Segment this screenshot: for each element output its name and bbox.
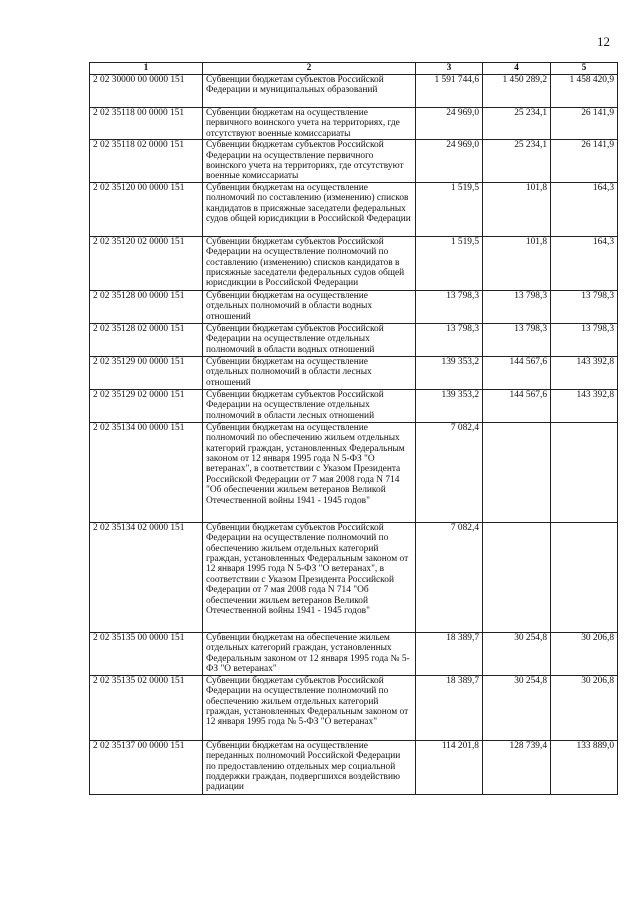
value-col-3: 13 798,3 [416, 323, 483, 356]
value-col-5: 30 206,8 [551, 632, 618, 675]
budget-item-name: Субвенции бюджетам на осуществление первичного воинского учета на территориях, где отсутствуют военные комиссариаты [203, 108, 416, 140]
value-col-5: 30 206,8 [551, 675, 618, 740]
table-row [90, 182, 618, 236]
table-row [90, 632, 618, 675]
value-col-3: 139 353,2 [416, 389, 483, 422]
value-col-5: 1 458 420,9 [551, 75, 618, 108]
table-row [90, 323, 618, 356]
value-col-3: 24 969,0 [416, 108, 483, 140]
budget-code: 2 02 30000 00 0000 151 [90, 75, 203, 108]
budget-code: 2 02 35134 00 0000 151 [90, 422, 203, 522]
table-row [90, 740, 618, 794]
value-col-5: 133 889,0 [551, 740, 618, 794]
value-col-4: 13 798,3 [483, 323, 551, 356]
budget-item-name: Субвенции бюджетам субъектов Российской Федерации на осуществление полномочий по обеспечению жильем отдельных категорий граждан, установленных Федеральным законом от 12 января 1995 года № 5-ФЗ "О ветеранах" [203, 675, 416, 740]
table-row [90, 389, 618, 422]
value-col-3: 139 353,2 [416, 356, 483, 389]
value-col-3: 1 591 744,6 [416, 75, 483, 108]
budget-code: 2 02 35134 02 0000 151 [90, 522, 203, 632]
table-row [90, 422, 618, 522]
value-col-4: 128 739,4 [483, 740, 551, 794]
value-col-4: 30 254,8 [483, 675, 551, 740]
column-header-value-2: 4 [483, 63, 551, 75]
value-col-4: 30 254,8 [483, 632, 551, 675]
budget-item-name: Субвенции бюджетам на осуществление отдельных полномочий в области водных отношений [203, 290, 416, 323]
budget-code: 2 02 35118 00 0000 151 [90, 108, 203, 140]
budget-code: 2 02 35128 00 0000 151 [90, 290, 203, 323]
budget-item-name: Субвенции бюджетам на осуществление полномочий по обеспечению жильем отдельных категорий граждан, установленных Федеральным законом от 12 января 1995 года N 5-ФЗ "О ветеранах", в соответствии с Указом Президента Российской Федерации от 7 мая 2008 года N 714 "Об обеспечении жильем ветеранов Великой Отечественной войны 1941 - 1945 годов" [203, 422, 416, 522]
value-col-3: 7 082,4 [416, 422, 483, 522]
value-col-5: 26 141,9 [551, 108, 618, 140]
budget-item-name: Субвенции бюджетам субъектов Российской Федерации и муниципальных образований [203, 75, 416, 108]
value-col-4: 101,8 [483, 182, 551, 236]
value-col-4: 144 567,6 [483, 356, 551, 389]
budget-item-name: Субвенции бюджетам на осуществление отдельных полномочий в области лесных отношений [203, 356, 416, 389]
table-row [90, 108, 618, 140]
table-row [90, 356, 618, 389]
value-col-3: 1 519,5 [416, 182, 483, 236]
budget-code: 2 02 35135 02 0000 151 [90, 675, 203, 740]
column-header-code: 1 [90, 63, 203, 75]
budget-code: 2 02 35137 00 0000 151 [90, 740, 203, 794]
value-col-5 [551, 522, 618, 632]
value-col-5: 13 798,3 [551, 290, 618, 323]
budget-item-name: Субвенции бюджетам на осуществление переданных полномочий Российской Федерации по предоставлению отдельных мер социальной поддержки граждан, подвергшихся воздействию радиации [203, 740, 416, 794]
value-col-4: 101,8 [483, 236, 551, 290]
budget-item-name: Субвенции бюджетам на обеспечение жильем отдельных категорий граждан, установленных Федеральным законом от 12 января 1995 года № 5-ФЗ "О ветеранах" [203, 632, 416, 675]
value-col-3: 13 798,3 [416, 290, 483, 323]
value-col-3: 18 389,7 [416, 675, 483, 740]
budget-code: 2 02 35135 00 0000 151 [90, 632, 203, 675]
value-col-3: 114 201,8 [416, 740, 483, 794]
budget-item-name: Субвенции бюджетам субъектов Российской Федерации на осуществление первичного воинского учета на территориях, где отсутствуют военные комиссариаты [203, 140, 416, 183]
value-col-3: 1 519,5 [416, 236, 483, 290]
budget-item-name: Субвенции бюджетам субъектов Российской Федерации на осуществление полномочий по обеспечению жильем отдельных категорий граждан, установленных Федеральным законом от 12 января 1995 года N 5-ФЗ "О ветеранах", в соответствии с Указом Президента Российской Федерации от 7 мая 2008 года N 714 "Об обеспечении жильем ветеранов Великой Отечественной войны 1941 - 1945 годов" [203, 522, 416, 632]
value-col-4: 13 798,3 [483, 290, 551, 323]
value-col-3: 7 082,4 [416, 522, 483, 632]
value-col-4: 25 234,1 [483, 140, 551, 183]
table-row [90, 75, 618, 108]
value-col-5 [551, 422, 618, 522]
budget-code: 2 02 35120 00 0000 151 [90, 182, 203, 236]
budget-item-name: Субвенции бюджетам субъектов Российской Федерации на осуществление полномочий по составлению (изменению) списков кандидатов в присяжные заседатели федеральных судов общей юрисдикции в Российской Федерации [203, 236, 416, 290]
table-header-row [90, 63, 618, 75]
value-col-4: 1 450 289,2 [483, 75, 551, 108]
budget-item-name: Субвенции бюджетам субъектов Российской Федерации на осуществление отдельных полномочий в области водных отношений [203, 323, 416, 356]
value-col-4 [483, 522, 551, 632]
value-col-5: 164,3 [551, 236, 618, 290]
budget-code: 2 02 35120 02 0000 151 [90, 236, 203, 290]
budget-item-name: Субвенции бюджетам на осуществление полномочий по составлению (изменению) списков кандидатов в присяжные заседатели федеральных судов общей юрисдикции в Российской Федерации [203, 182, 416, 236]
budget-item-name: Субвенции бюджетам субъектов Российской Федерации на осуществление отдельных полномочий в области лесных отношений [203, 389, 416, 422]
budget-code: 2 02 35129 02 0000 151 [90, 389, 203, 422]
budget-table [89, 62, 618, 795]
column-header-value-1: 3 [416, 63, 483, 75]
budget-code: 2 02 35128 02 0000 151 [90, 323, 203, 356]
value-col-5: 143 392,8 [551, 356, 618, 389]
value-col-5: 143 392,8 [551, 389, 618, 422]
table-row [90, 140, 618, 183]
value-col-5: 26 141,9 [551, 140, 618, 183]
table-row [90, 290, 618, 323]
column-header-name: 2 [203, 63, 416, 75]
value-col-4 [483, 422, 551, 522]
value-col-3: 24 969,0 [416, 140, 483, 183]
table-row [90, 675, 618, 740]
table-row [90, 522, 618, 632]
value-col-4: 144 567,6 [483, 389, 551, 422]
value-col-5: 164,3 [551, 182, 618, 236]
value-col-5: 13 798,3 [551, 323, 618, 356]
column-header-value-3: 5 [551, 63, 618, 75]
table-row [90, 236, 618, 290]
page-number: 12 [597, 34, 610, 49]
budget-code: 2 02 35129 00 0000 151 [90, 356, 203, 389]
value-col-4: 25 234,1 [483, 108, 551, 140]
budget-code: 2 02 35118 02 0000 151 [90, 140, 203, 183]
value-col-3: 18 389,7 [416, 632, 483, 675]
